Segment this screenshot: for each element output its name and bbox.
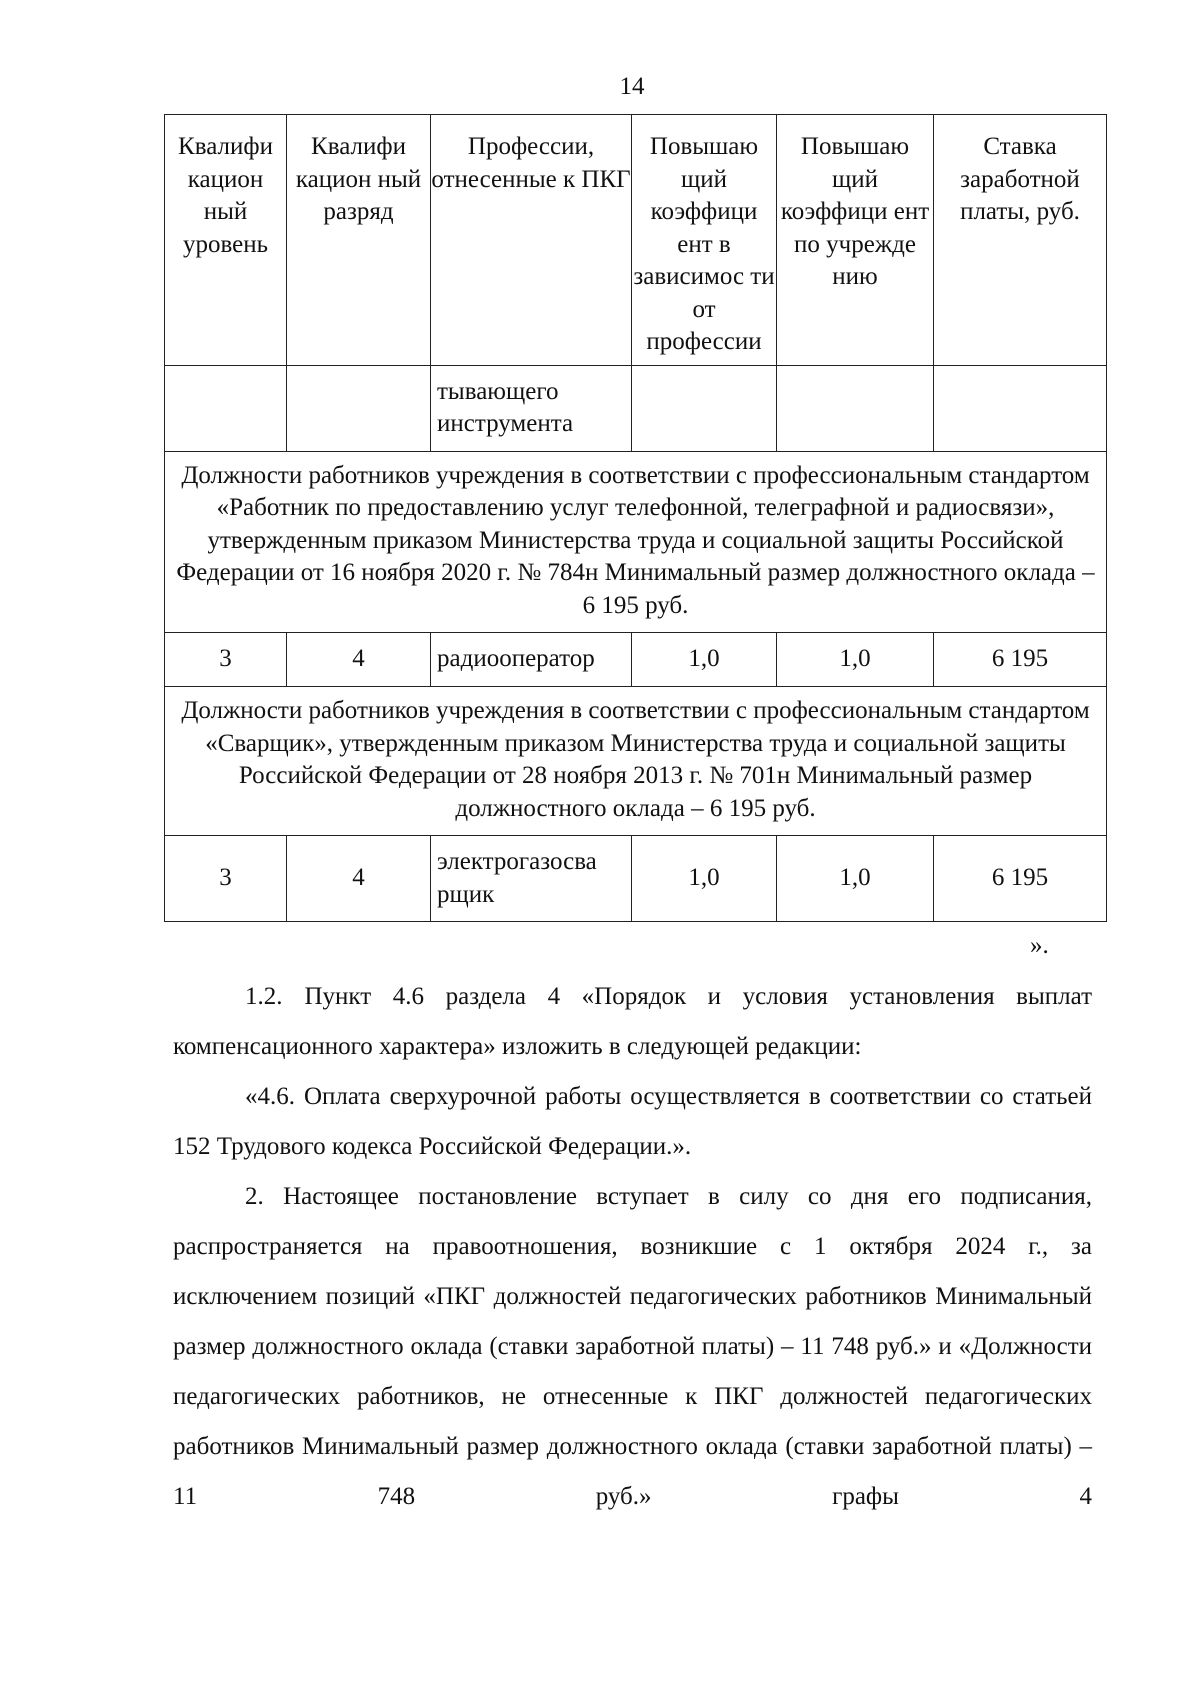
header-qual-grade: Квалифи кацион ный разряд [287, 115, 431, 366]
cell-profession: радиооператор [431, 633, 632, 687]
table-row [165, 365, 1107, 451]
cell-level: 3 [165, 633, 287, 687]
closing-quote: ». [1030, 932, 1049, 959]
paragraph-text: Пункт 4.6 раздела 4 «Порядок и условия установления выплат компенсационного характера» изложить в следующей редакции: [173, 983, 1092, 1060]
cell-coef-profession [632, 365, 777, 451]
cell-coef-institution [777, 365, 934, 451]
cell-grade: 4 [287, 836, 431, 922]
header-coef-institution: Повышаю щий коэффици ент по учрежде нию [777, 115, 934, 366]
header-rate: Ставка заработной платы, руб. [934, 115, 1107, 366]
section-caption-row [165, 451, 1107, 633]
paragraph-item-4-6: «4.6. Оплата сверхурочной работы осуществляется в соответствии со статьей 152 Трудового кодекса Российской Федерации.». [173, 1083, 1092, 1160]
table-row [165, 633, 1107, 687]
cell-coef-institution: 1,0 [777, 633, 934, 687]
cell-level: 3 [165, 836, 287, 922]
section-caption-welder: Должности работников учреждения в соответствии с профессиональным стандартом «Сварщик», утвержденным приказом Министерства труда и социальной защиты Российской Федерации от 28 ноября 2013 г. № 701н Минимальный размер должностного оклада – 6 195 руб. [165, 687, 1107, 836]
header-coef-profession: Повышаю щий коэффици ент в зависимос ти от профессии [632, 115, 777, 366]
table-header-row [165, 115, 1107, 366]
cell-coef-profession: 1,0 [632, 633, 777, 687]
section-caption-telecom: Должности работников учреждения в соответствии с профессиональным стандартом «Работник по предоставлению услуг телефонной, телеграфной и радиосвязи», утвержденным приказом Министерства труда и социальной защиты Российской Федерации от 16 ноября 2020 г. № 784н Минимальный размер должностного оклада – 6 195 руб. [165, 451, 1107, 633]
cell-profession: электрогазосва рщик [431, 836, 632, 922]
cell-grade [287, 365, 431, 451]
salary-table [164, 114, 1107, 922]
cell-rate: 6 195 [934, 836, 1107, 922]
paragraph-number: 1.2. [245, 983, 283, 1010]
cell-coef-institution: 1,0 [777, 836, 934, 922]
cell-profession: тывающего инструмента [431, 365, 632, 451]
cell-coef-profession: 1,0 [632, 836, 777, 922]
header-professions: Профессии, отнесенные к ПКГ [431, 115, 632, 366]
section-caption-row [165, 687, 1107, 836]
cell-rate: 6 195 [934, 633, 1107, 687]
cell-grade: 4 [287, 633, 431, 687]
paragraph-item-1-2 [173, 972, 1092, 1072]
page-number: 14 [619, 73, 645, 100]
cell-level [165, 365, 287, 451]
table-row [165, 836, 1107, 922]
paragraph-item-2: 2. Настоящее постановление вступает в силу со дня его подписания, распространяется на правоотношения, возникшие с 1 октября 2024 г., за исключением позиций «ПКГ должностей педагогических работников Минимальный размер должностного оклада (ставки заработной платы) – 11 748 руб.» и «Должности педагогических работников, не отнесенные к ПКГ должностей педагогических работников Минимальный размер должностного оклада (ставки заработной платы) – 11 748 руб.» графы 4 [173, 1183, 1092, 1510]
cell-rate [934, 365, 1107, 451]
header-qual-level: Квалифи кацион ный уровень [165, 115, 287, 366]
